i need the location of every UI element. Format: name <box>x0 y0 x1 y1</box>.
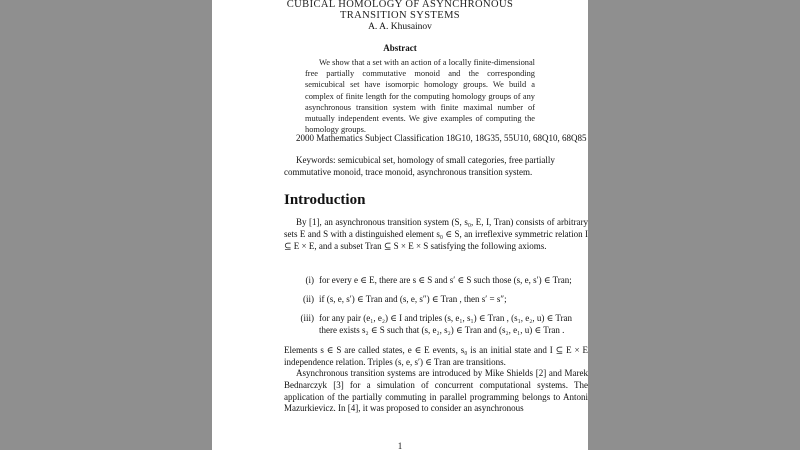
section-heading-introduction: Introduction <box>284 192 366 208</box>
abstract-body <box>305 57 535 135</box>
msc-classification <box>284 133 588 145</box>
axiom-text: for any pair (e₁, e₂) ∈ I and triples (s, e₁, s₁) ∈ Tran , (s₁, e₂, u) ∈ Tran <box>319 313 573 323</box>
axiom-text-continued: there exists s₂ ∈ S such that (s, e₂, s₂) ∈ Tran and (s₂, e₁, u) ∈ Tran . <box>319 324 565 335</box>
intro-paragraph-2 <box>284 345 588 369</box>
intro-paragraph-2-text: Elements s ∈ S are called states, e ∈ E events, s₀ is an initial state and I ⊆ E × E independence relation. Triples (s, e, s′) ∈ Tran are transitions. <box>284 345 588 367</box>
axiom-label: (iii) <box>300 313 314 323</box>
keywords-text: Keywords: semicubical set, homology of small categories, free partially commutative monoid, trace monoid, asynchronous transition system. <box>284 155 555 177</box>
author: A. A. Khusainov <box>368 22 432 32</box>
msc-text: 2000 Mathematics Subject Classification 18G10, 18G35, 55U10, 68Q10, 68Q85 <box>296 133 587 143</box>
intro-paragraph-1 <box>284 217 588 252</box>
axiom-text: for every e ∈ E, there are s ∈ S and s′ ∈ S such those (s, e, s′) ∈ Tran; <box>319 275 572 285</box>
keywords <box>284 155 588 178</box>
abstract-heading: Abstract <box>383 43 417 53</box>
intro-paragraph-1-text: By [1], an asynchronous transition system (S, s₀, E, I, Tran) consists of arbitrary sets E and S with a distinguished element s₀ ∈ S, an irreflexive symmetric relation I ⊆ E × E, and a subset Tran ⊆ S × E × S satisfying the following axioms. <box>284 217 588 251</box>
paper-title-line-1: CUBICAL HOMOLOGY OF ASYNCHRONOUS <box>286 0 514 10</box>
abstract-text: We show that a set with an action of a locally finite-dimensional free partially commutative monoid and the corresponding semicubical set have isomorpic homology groups. We build a complex of finite length for the computing homology groups of any asynchronous transition system with finite maximal number of mutually independent events. We give examples of computing the homology groups. <box>305 58 535 135</box>
page-number: 1 <box>397 441 403 450</box>
axiom-label: (i) <box>305 275 314 285</box>
intro-paragraph-3-text: Asynchronous transition systems are introduced by Mike Shields [2] and Marek Bednarczyk [3] for a simulation of concurrent computational systems. The application of the partially commuting in parallel programming belongs to Antoni Mazurkievicz. In [4], it was proposed to consider an asynchronous <box>284 368 588 414</box>
axiom-label: (ii) <box>303 294 314 304</box>
paper-title-line-2: TRANSITION SYSTEMS <box>339 10 461 21</box>
paper-page <box>212 0 588 450</box>
intro-paragraph-3 <box>284 368 588 415</box>
axiom-text: if (s, e, s′) ∈ Tran and (s, e, s″) ∈ Tran , then s′ = s″; <box>319 294 507 304</box>
